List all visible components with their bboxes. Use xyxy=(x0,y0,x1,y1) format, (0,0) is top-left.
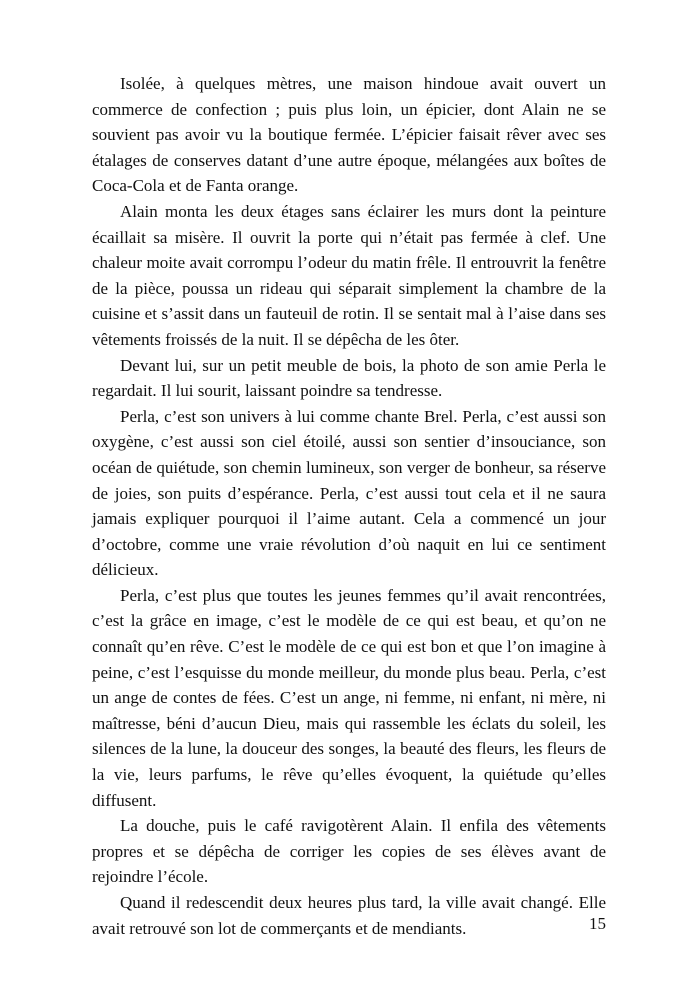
paragraph: Devant lui, sur un petit meuble de bois, la photo de son amie Perla le regardait. Il lui sourit, laissant poindre sa tendresse. xyxy=(92,355,606,401)
paragraph: Perla, c’est son univers à lui comme chante Brel. Perla, c’est aussi son oxygène, c’est aussi son ciel étoilé, aussi son sentier d’insouciance, son océan de quiétude, son chemin lumineux, son verger de bonheur, sa réserve de joies, son puits d’espérance. Perla, c’est aussi tout cela et il ne saura jamais expliquer pourquoi il l’aime autant. Cela a commencé un jour d’octobre, comme une vraie révolution d’où naquit en lui ce sentiment délicieux. xyxy=(92,406,606,580)
page-body xyxy=(92,71,606,941)
paragraph: Quand il redescendit deux heures plus tard, la ville avait changé. Elle avait retrouvé son lot de commerçants et de mendiants. xyxy=(92,893,606,938)
paragraph: La douche, puis le café ravigotèrent Alain. Il enfila des vêtements propres et se dépêcha de corriger les copies de ses élèves avant de rejoindre l’école. xyxy=(92,816,606,887)
paragraph: Isolée, à quelques mètres, une maison hindoue avait ouvert un commerce de confection ; puis plus loin, un épicier, dont Alain ne se souvient pas avoir vu la boutique fermée. L’épicier faisait rêver avec ses étalages de conserves datant d’une autre époque, mélangées aux boîtes de Coca-Cola et de Fanta orange. xyxy=(92,74,606,196)
page-number: 15 xyxy=(589,914,606,933)
paragraph: Perla, c’est plus que toutes les jeunes femmes qu’il avait rencontrées, c’est la grâce en image, c’est le modèle de ce qui est beau, et qu’on ne connaît qu’en rêve. C’est le modèle de ce qui est bon et que l’on imagine à peine, c’est l’esquisse du monde meilleur, du monde plus beau. Perla, c’est un ange de contes de fées. C’est un ange, ni femme, ni enfant, ni mère, ni maîtresse, béni d’aucun Dieu, mais qui rassemble les éclats du soleil, les silences de la lune, la douceur des songes, la beauté des fleurs, les fleurs de la vie, leurs parfums, le rêve qu’elles évoquent, la quiétude qu’elles diffusent. xyxy=(92,585,606,810)
paragraph: Alain monta les deux étages sans éclairer les murs dont la peinture écaillait sa misère. Il ouvrit la porte qui n’était pas fermée à clef. Une chaleur moite avait corrompu l’odeur du matin frêle. Il entrouvrit la fenêtre de la pièce, poussa un rideau qui séparait simplement la chambre de la cuisine et s’assit dans un fauteuil de rotin. Il se sentait mal à l’aise dans ses vêtements froissés de la nuit. Il se dépêcha de les ôter. xyxy=(92,201,606,349)
